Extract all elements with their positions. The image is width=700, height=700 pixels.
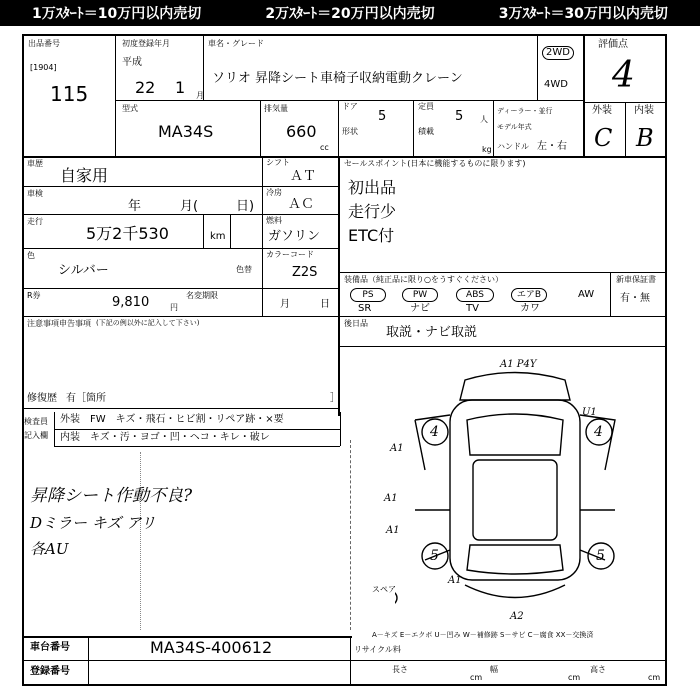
- name-change-label: 名変期限: [186, 291, 218, 300]
- shift-label: シフト: [266, 158, 290, 167]
- load-unit: kg: [482, 145, 492, 154]
- registration-year: 22: [135, 78, 156, 97]
- equip-navi: ナビ: [410, 303, 430, 314]
- line-attachments-bottom: [338, 346, 667, 347]
- repair-close: ］: [330, 393, 340, 404]
- repair-label: 修復歴: [27, 393, 57, 404]
- interior-label: 内装: [634, 105, 654, 116]
- line-repair-bottom: [22, 408, 340, 409]
- line-col-cap: [413, 100, 414, 156]
- drive-2wd: 2WD: [542, 46, 574, 60]
- inspector-label-2: 記入欄: [24, 431, 48, 440]
- map-mark-4: A1: [384, 493, 398, 504]
- line-detail-col: [262, 156, 263, 316]
- line-mileage-unit: [203, 214, 204, 248]
- size-length: 長さ: [392, 665, 408, 674]
- tax-unit: 円: [170, 303, 178, 312]
- damage-legend: A－キズ E－エクボ U－凹み W－補修跡 S－サビ C－腐食 XX－交換済: [372, 631, 594, 639]
- line-bottom-col: [88, 636, 89, 686]
- map-mark-5: A1: [386, 525, 400, 536]
- name-change-month: 月: [280, 299, 290, 310]
- warranty-value: 有・無: [620, 293, 650, 304]
- line-inspector-bottom: [54, 446, 340, 447]
- shape-label: 形状: [342, 127, 358, 136]
- tire-mark-1: 4: [430, 424, 439, 440]
- model-value: MA34S: [158, 122, 214, 141]
- start-30-text: 3万ｽﾀｰﾄ＝30万円以内売切: [498, 6, 668, 22]
- color-code-value: Z2S: [292, 265, 318, 280]
- sales-points-label: セールスポイント(日本に機能するものに限ります): [344, 159, 526, 168]
- chassis-label: 車台番号: [30, 642, 70, 653]
- line-col-eval: [583, 34, 585, 156]
- line-mileage-unit2: [230, 214, 231, 248]
- sales-point-2: 走行少: [348, 202, 397, 221]
- ac-label: 冷房: [266, 188, 282, 197]
- lot-number: 115: [50, 82, 89, 106]
- equip-leather: カワ: [520, 303, 540, 314]
- eval-score: 4: [612, 55, 635, 96]
- line-warranty-col: [610, 272, 611, 316]
- line-col-lot: [115, 34, 116, 156]
- line-bottom-mid: [22, 660, 667, 661]
- sales-point-3: ETC付: [348, 226, 395, 245]
- ac-value: ＡＣ: [288, 197, 315, 212]
- line-col-drive: [537, 34, 538, 101]
- line-d1: [22, 186, 338, 187]
- equip-aw: AW: [578, 289, 595, 300]
- line-inspector-mid: [54, 429, 340, 430]
- line-row1: [115, 100, 585, 101]
- sales-point-1: 初出品: [348, 178, 397, 197]
- warranty-label: 新車保証書: [616, 275, 656, 284]
- equip-sr: SR: [358, 303, 372, 314]
- inspection-day: 日): [236, 199, 255, 214]
- mileage-unit: km: [210, 231, 226, 242]
- equip-tv: TV: [466, 303, 479, 314]
- frame-right: [665, 34, 667, 684]
- inspection-label: 車検: [27, 189, 43, 198]
- inspector-exterior: 外装 FW キズ・飛石・ヒビ割・リペア跡・×要: [60, 414, 284, 425]
- line-col-dealer: [493, 100, 494, 156]
- load-label: 積載: [418, 127, 434, 136]
- attachments-value: 取説・ナビ取説: [386, 325, 478, 340]
- recycle-label: リサイクル料: [354, 645, 401, 654]
- doors-value: 5: [378, 109, 387, 124]
- inspection-month: 月(: [180, 199, 199, 214]
- line-detail-right: [338, 156, 340, 416]
- equip-abs: ABS: [456, 288, 494, 302]
- size-width-unit: cm: [568, 673, 581, 682]
- dashed-divider: [350, 440, 351, 630]
- line-col-door: [338, 100, 339, 156]
- notes-hint: (下記の例以外に記入して下さい): [96, 319, 200, 327]
- line-d4: [22, 288, 338, 289]
- eval-label: 評価点: [598, 39, 628, 50]
- displacement-label: 排気量: [264, 104, 288, 113]
- line-sales-bottom: [338, 272, 667, 273]
- tax-label: R券: [27, 291, 41, 300]
- repair-value: 有［箇所: [66, 393, 106, 404]
- map-mark-1: A1 P4Y: [500, 359, 537, 370]
- color-change-label: 色替: [236, 265, 252, 274]
- chassis-value: MA34S-400612: [150, 638, 273, 657]
- spare-label: スペア: [372, 585, 396, 594]
- tire-mark-3: 5: [430, 548, 439, 564]
- equip-pw: PW: [402, 288, 438, 302]
- model-year-label: モデル年式: [497, 123, 532, 131]
- attachments-label: 後日品: [344, 319, 368, 328]
- dotted-line-1: [140, 452, 141, 630]
- vehicle-name: ソリオ 昇降シート車椅子収納電動クレーン: [212, 71, 463, 86]
- line-row2: [22, 156, 667, 158]
- line-bottom-col2: [350, 636, 351, 686]
- equipment-label: 装備品（純正品に限り○をうすぐください）: [344, 275, 503, 284]
- mileage-value: 5万2千530: [86, 224, 169, 243]
- vehicle-name-label: 車名・グレード: [208, 39, 264, 48]
- notes-label: 注意事項申告事項: [27, 319, 91, 328]
- line-grade-mid: [625, 102, 626, 156]
- lot-label: 出品番号: [28, 39, 60, 48]
- inspector-interior: 内装 キズ・汚・ヨゴ・凹・ヘコ・キレ・破レ: [60, 432, 270, 443]
- registration-era: 平成: [122, 57, 142, 68]
- reg-no-label: 登録番号: [30, 666, 70, 677]
- line-d2: [22, 214, 338, 215]
- dealer-label: ディーラー・並行: [497, 107, 553, 115]
- usage-label: 車歴: [27, 159, 43, 168]
- fuel-label: 燃料: [266, 216, 282, 225]
- handle-label: ハンドル: [497, 142, 529, 151]
- capacity-value: 5: [455, 109, 464, 124]
- tire-mark-4: 5: [596, 548, 605, 564]
- map-mark-6: A1: [448, 575, 462, 586]
- line-inspector-right: [340, 412, 341, 446]
- fuel-value: ガソリン: [268, 229, 321, 244]
- start-10-text: 1万ｽﾀｰﾄ＝10万円以内売切: [32, 6, 202, 22]
- auction-header: [0, 0, 700, 26]
- handwritten-line-3: 各AU: [30, 540, 69, 558]
- registration-month: 1: [175, 78, 186, 97]
- registration-month-unit: 月: [196, 91, 204, 100]
- lot-code: [1904]: [30, 63, 57, 72]
- size-height: 高さ: [590, 665, 606, 674]
- inspection-year: 年: [128, 199, 142, 214]
- line-d3: [22, 248, 338, 249]
- size-height-unit: cm: [648, 673, 661, 682]
- exterior-label: 外装: [592, 105, 612, 116]
- interior-grade: B: [636, 124, 654, 152]
- shift-value: ＡＴ: [290, 169, 317, 184]
- color-label: 色: [27, 251, 35, 260]
- size-width: 幅: [490, 665, 498, 674]
- color-code-label: カラーコード: [266, 250, 314, 259]
- model-label: 型式: [122, 104, 138, 113]
- line-bottom-end: [22, 684, 667, 686]
- exterior-grade: C: [594, 124, 613, 152]
- map-mark-3: A1: [390, 443, 404, 454]
- map-mark-2: U1: [582, 407, 597, 418]
- mileage-label: 走行: [27, 217, 43, 226]
- inspector-label-1: 検査員: [24, 417, 48, 426]
- line-col-model: [260, 100, 261, 156]
- handwritten-line-1: 昇降シート作動不良?: [30, 486, 193, 506]
- name-change-day: 日: [320, 299, 330, 310]
- equip-airbag: エアB: [511, 288, 547, 302]
- handwritten-line-2: Dミラー キズ アリ: [30, 514, 156, 532]
- frame-left: [22, 34, 24, 684]
- tax-value: 9,810: [112, 295, 150, 310]
- displacement-unit: cc: [320, 143, 329, 152]
- car-damage-diagram: [395, 360, 635, 620]
- handle-options: 左・右: [537, 141, 567, 152]
- registration-label: 初度登録年月: [122, 39, 170, 48]
- line-d5: [22, 316, 667, 317]
- displacement-value: 660: [286, 122, 317, 141]
- size-length-unit: cm: [470, 673, 483, 682]
- equip-ps: PS: [350, 288, 386, 302]
- capacity-label: 定員: [418, 102, 434, 111]
- frame-top: [22, 34, 667, 36]
- doors-label: ドア: [342, 102, 358, 111]
- start-20-text: 2万ｽﾀｰﾄ＝20万円以内売切: [265, 6, 435, 22]
- map-mark-7: A2: [510, 611, 524, 622]
- drive-4wd: 4WD: [544, 79, 568, 90]
- tire-mark-2: 4: [594, 424, 603, 440]
- color-value: シルバー: [58, 263, 109, 278]
- capacity-unit: 人: [480, 115, 488, 124]
- usage-value: 自家用: [60, 166, 109, 185]
